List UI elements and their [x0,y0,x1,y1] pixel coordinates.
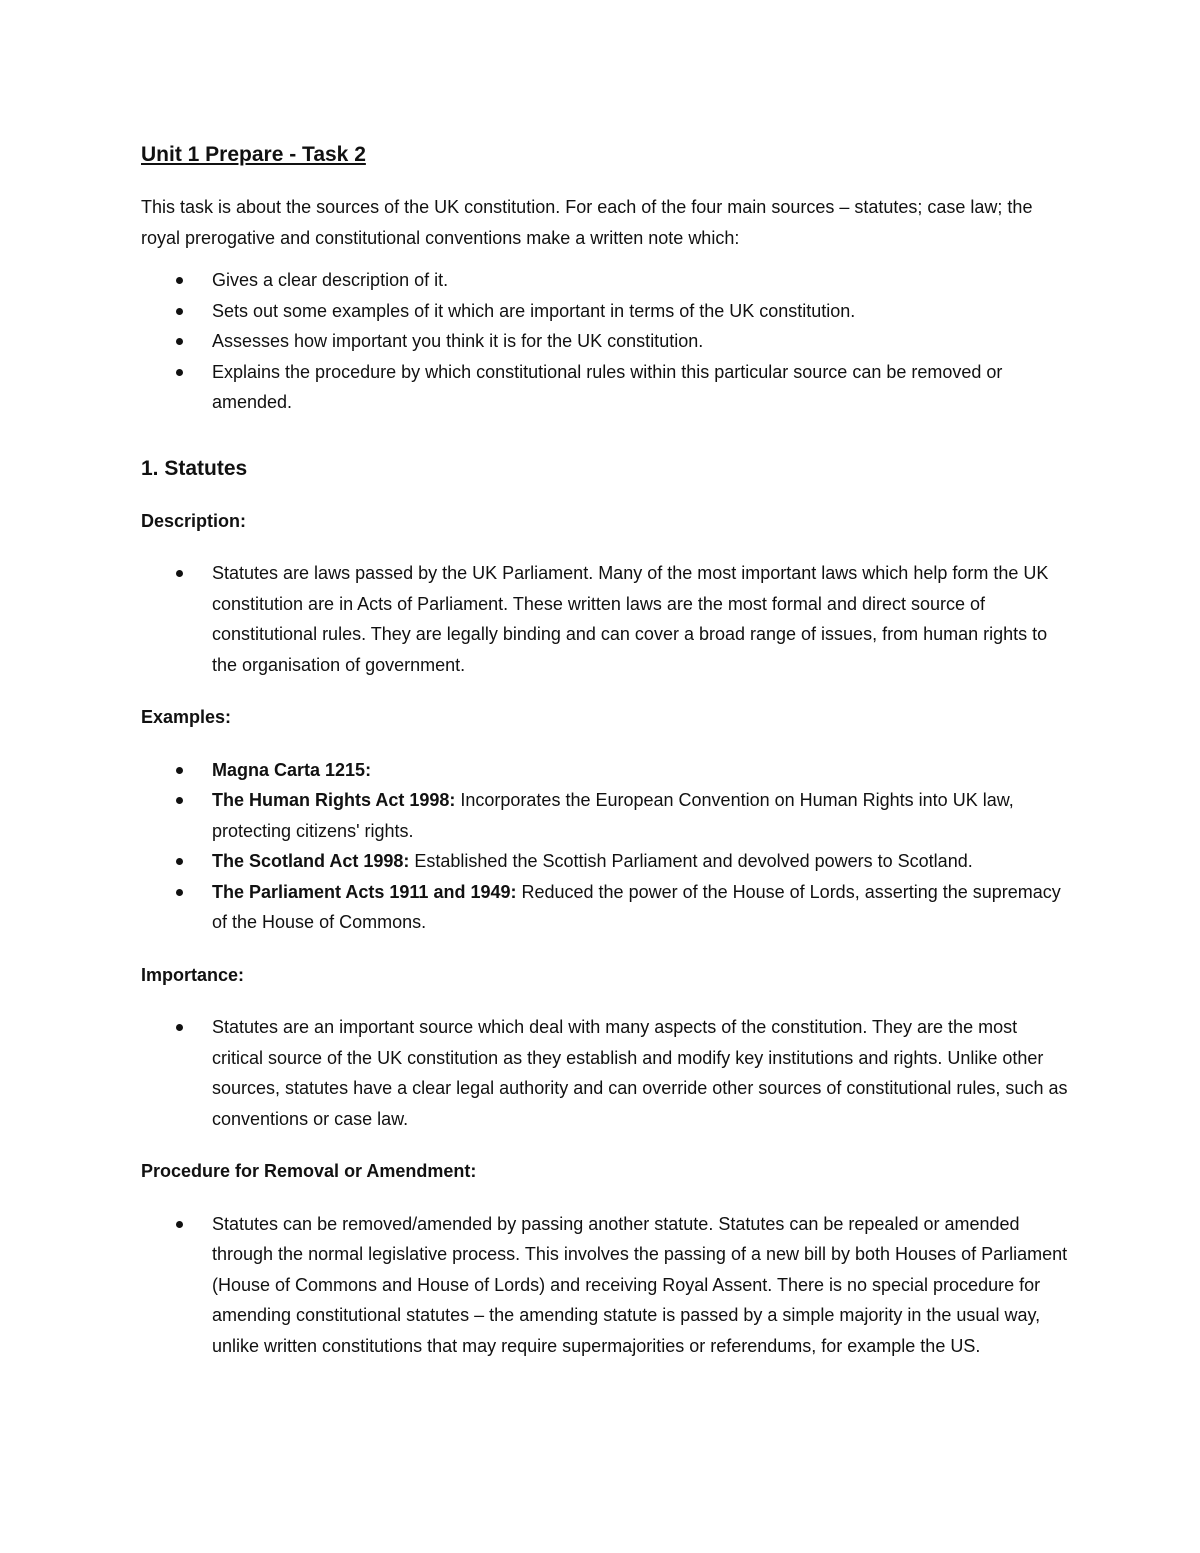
list-item: Gives a clear description of it. [141,265,1071,296]
document-page [141,140,1071,1383]
list-item: Statutes are laws passed by the UK Parliament. Many of the most important laws which help form the UK constitution are in Acts of Parliament. These written laws are the most formal and direct source of constitutional rules. They are legally binding and can cover a broad range of issues, from human rights to the organisation of government. [141,558,1071,680]
intro-paragraph: This task is about the sources of the UK constitution. For each of the four main sources – statutes; case law; the royal prerogative and constitutional conventions make a written note which: [141,197,1033,248]
example-term: Magna Carta 1215: [212,759,372,780]
section-heading-statutes: 1. Statutes [141,456,248,480]
importance-heading: Importance: [141,964,245,985]
procedure-heading: Procedure for Removal or Amendment: [141,1161,477,1181]
list-item: Assesses how important you think it is for the UK constitution. [141,326,1071,357]
examples-heading: Examples: [141,707,232,727]
example-text: Established the Scottish Parliament and devolved powers to Scotland. [409,851,973,871]
list-item: Explains the procedure by which constitutional rules within this particular source can be removed or amended. [141,357,1071,418]
list-item: Statutes are an important source which deal with many aspects of the constitution. They are the most critical source of the UK constitution as they establish and modify key institutions and rights. Unlike other sources, statutes have a clear legal authority and can override other sources of constitutional rules, such as conventions or case law. [141,1012,1071,1134]
description-heading: Description: [141,510,247,531]
intro-list [141,265,1071,418]
example-text: Reduced the power of the House of Lords, asserting the supremacy of the House of Commons. [212,881,1061,932]
list-item: Statutes can be removed/amended by passing another statute. Statutes can be repealed or amended through the normal legislative process. This involves the passing of a new bill by both Houses of Parliament (House of Commons and House of Lords) and receiving Royal Assent. There is no special procedure for amending constitutional statutes – the amending statute is passed by a simple majority in the usual way, unlike written constitutions that may require supermajorities or referendums, for example the US. [141,1209,1071,1362]
procedure-list [141,1209,1071,1362]
list-item: Sets out some examples of it which are important in terms of the UK constitution. [141,296,1071,327]
list-item [141,755,1071,786]
example-text: Incorporates the European Convention on Human Rights into UK law, protecting citizens' rights. [212,790,1014,841]
example-term: The Human Rights Act 1998: [212,790,456,810]
examples-list [141,755,1071,938]
example-term: The Parliament Acts 1911 and 1949: [212,881,517,902]
list-item [141,785,1071,846]
importance-list [141,1012,1071,1134]
description-list [141,558,1071,680]
list-item [141,846,1071,877]
page-title: Unit 1 Prepare - Task 2 [141,143,366,166]
example-term: The Scotland Act 1998: [212,851,410,871]
list-item [141,877,1071,938]
